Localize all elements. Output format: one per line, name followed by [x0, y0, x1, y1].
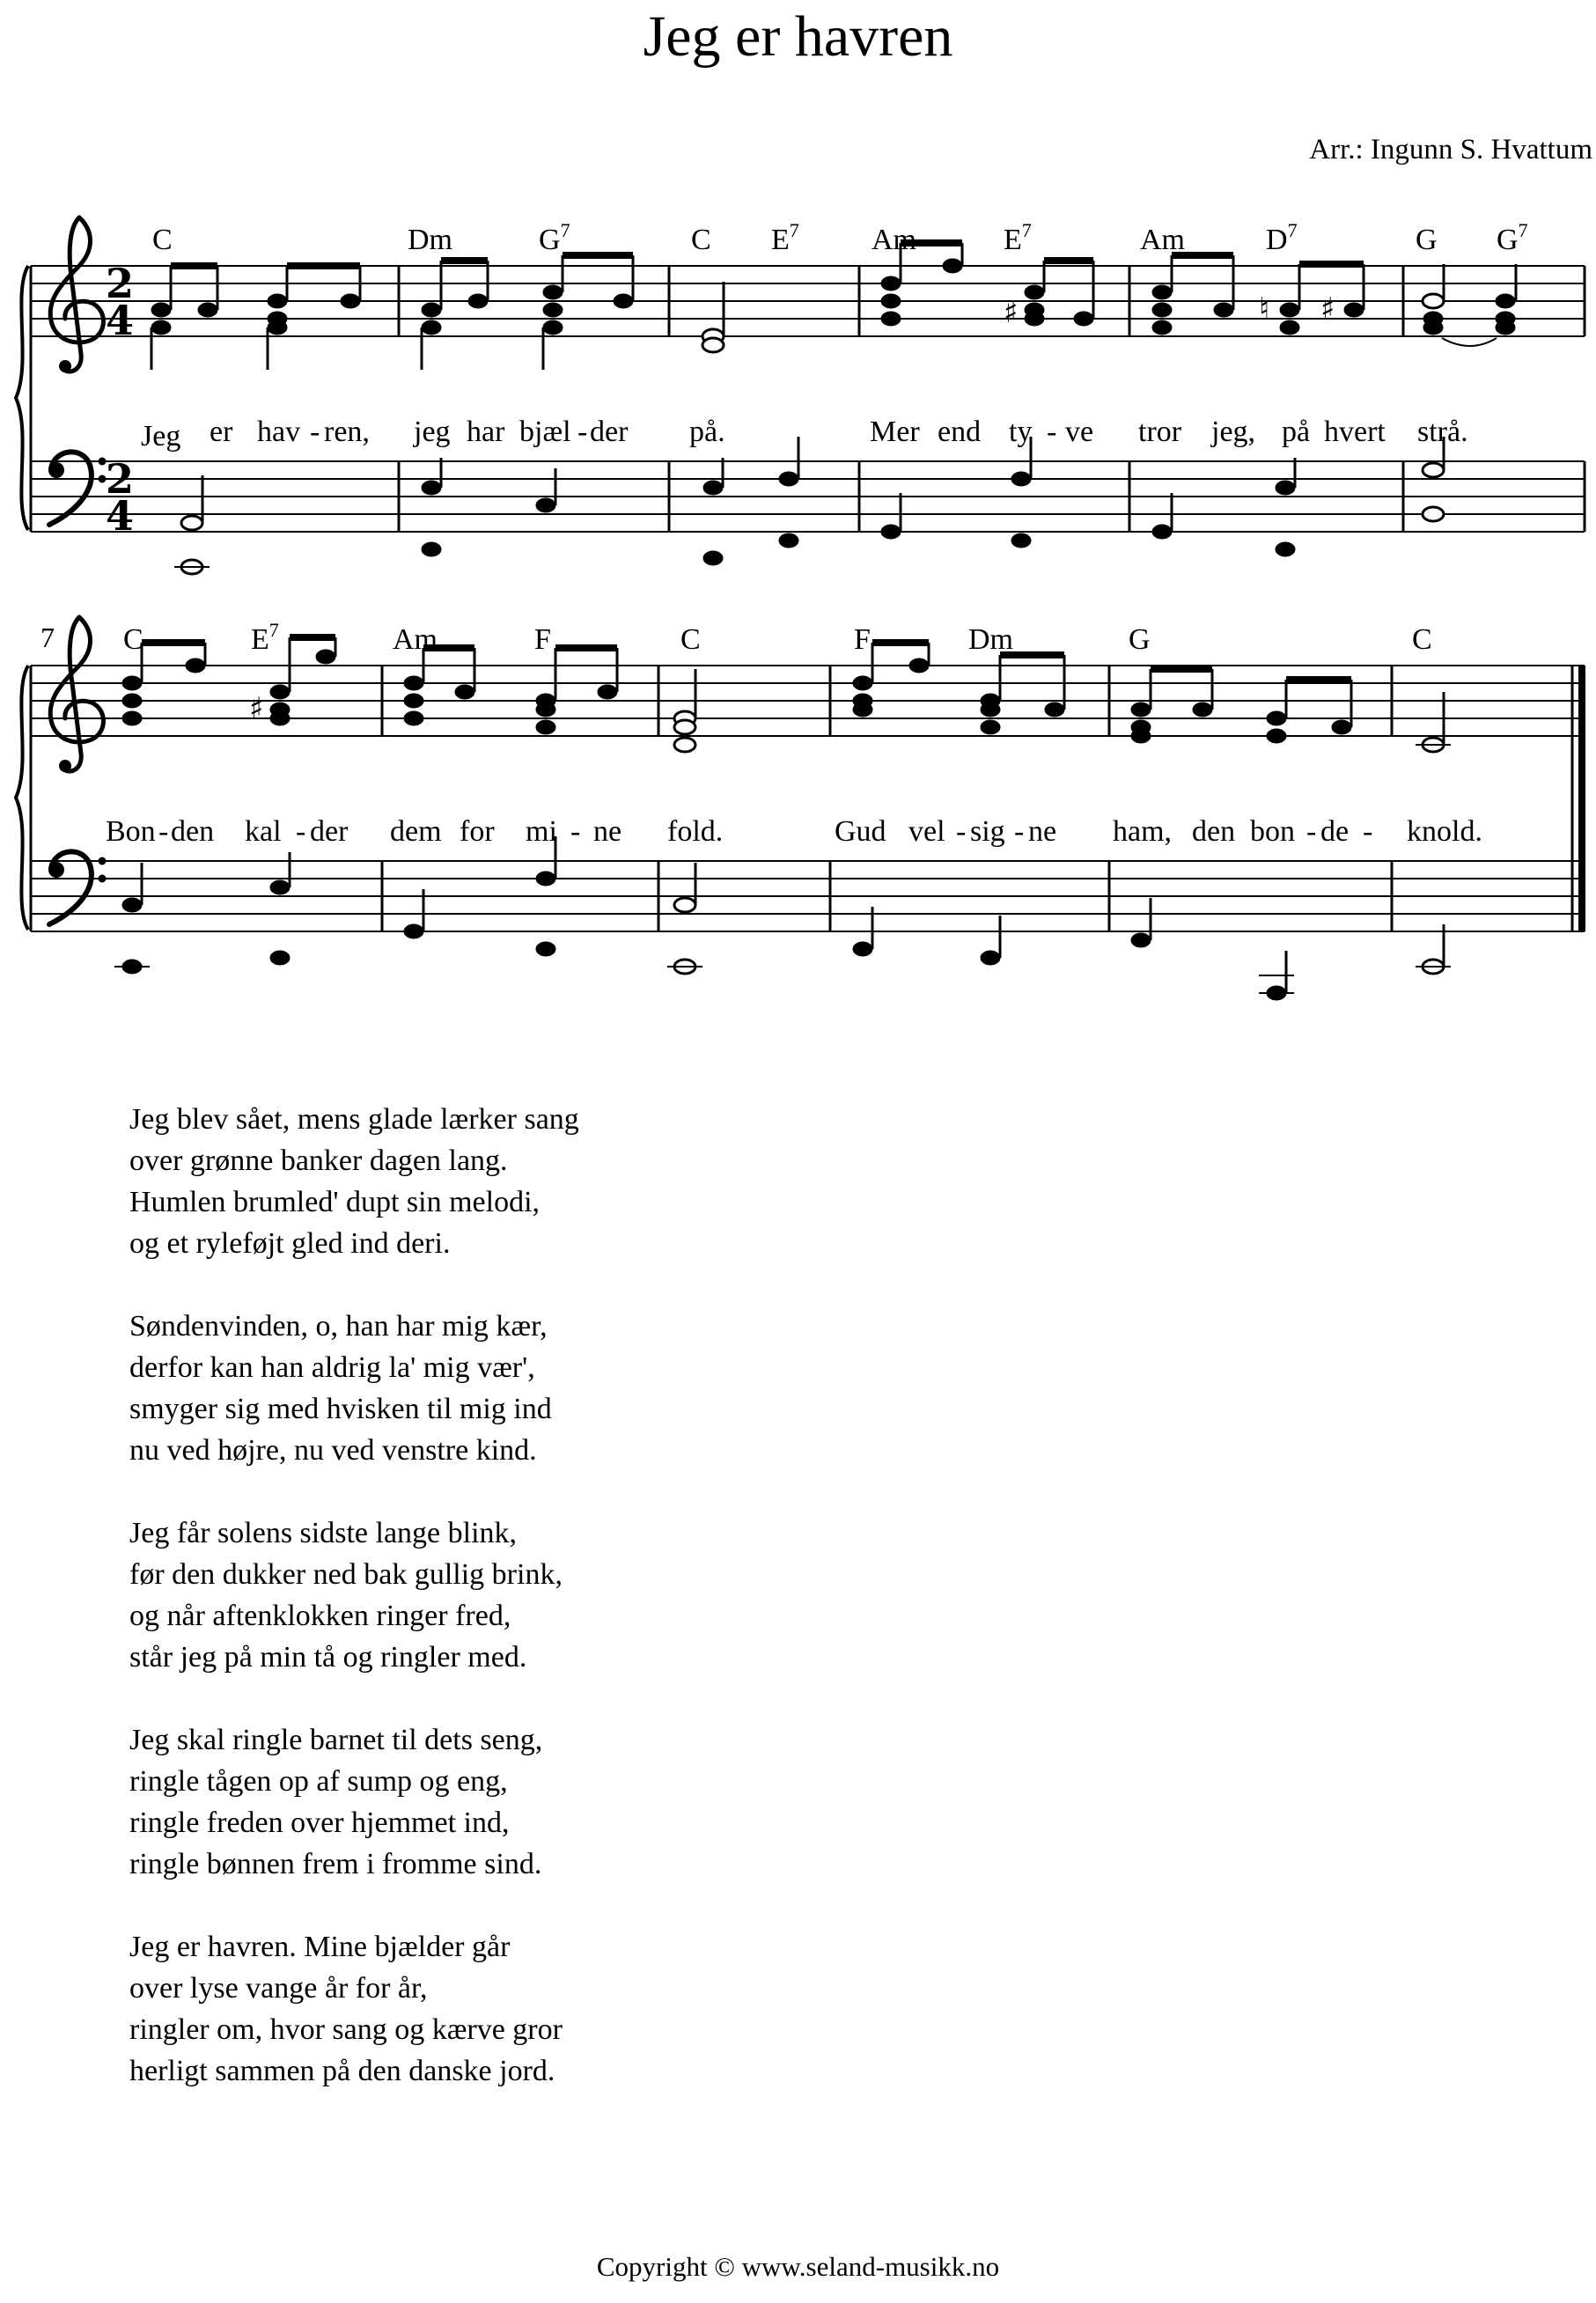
verse-line: og når aftenklokken ringer fred,	[129, 1600, 511, 1632]
svg-text:tror: tror	[1138, 416, 1182, 448]
svg-text:hvert: hvert	[1324, 416, 1386, 448]
svg-text:Dm: Dm	[968, 623, 1013, 656]
svg-text:Jeg: Jeg	[141, 420, 181, 453]
svg-text:ren,: ren,	[324, 416, 370, 448]
svg-text:C: C	[123, 623, 143, 656]
svg-text:Am: Am	[872, 224, 916, 256]
treble-clef	[50, 617, 103, 772]
treble-notes-1	[151, 243, 1516, 370]
svg-text:har: har	[467, 416, 505, 448]
svg-text:jeg: jeg	[414, 416, 451, 448]
verse-line: derfor kan han aldrig la' mig vær',	[129, 1351, 535, 1384]
bass-staff-1	[31, 461, 1585, 532]
verse-line: smyger sig med hvisken til mig ind	[129, 1393, 552, 1425]
treble-staff-1	[31, 266, 1585, 336]
svg-text:den: den	[1192, 815, 1236, 848]
arranger-credit: Arr.: Ingunn S. Hvattum	[1309, 134, 1592, 166]
svg-text:-: -	[1363, 815, 1373, 848]
svg-text:-: -	[570, 815, 581, 848]
measure-number: 7	[40, 622, 55, 653]
svg-text:♯: ♯	[1320, 291, 1335, 327]
svg-text:Mer: Mer	[870, 416, 920, 448]
verses	[129, 1099, 579, 2133]
system-2	[16, 617, 1585, 1000]
treble-notes-2	[122, 637, 1451, 752]
svg-text:E7: $E^7$	[251, 619, 279, 656]
svg-text:på.: på.	[689, 416, 725, 448]
verse-line: før den dukker ned bak gullig brink,	[129, 1558, 563, 1591]
svg-text:ne: ne	[1028, 815, 1057, 848]
svg-text:G7: $G^7$	[1497, 219, 1528, 256]
bass-notes-1	[174, 437, 1444, 574]
verse-line: over grønne banker dagen lang.	[129, 1144, 508, 1177]
svg-text:C: C	[152, 224, 173, 256]
svg-text:Dm: Dm	[408, 224, 452, 256]
svg-text:C: C	[1412, 623, 1432, 656]
svg-text:fold.: fold.	[667, 815, 724, 848]
svg-text:E7: $E^7$	[1004, 219, 1032, 256]
svg-text:der: der	[310, 815, 349, 848]
verse-line: herligt sammen på den danske jord.	[129, 2055, 555, 2087]
svg-text:ham,: ham,	[1113, 815, 1173, 848]
svg-text:strå.: strå.	[1417, 416, 1468, 448]
verse-line: Humlen brumled' dupt sin melodi,	[129, 1186, 541, 1218]
svg-text:2: 2	[106, 455, 135, 503]
svg-text:2: 2	[106, 260, 135, 307]
svg-text:-: -	[1306, 815, 1317, 848]
svg-text:-: -	[1014, 815, 1025, 848]
svg-text:bon: bon	[1250, 815, 1295, 848]
verse	[129, 1926, 579, 2092]
svg-text:de: de	[1320, 815, 1350, 848]
svg-text:jeg,: jeg,	[1211, 416, 1256, 448]
verse-line: Jeg er havren. Mine bjælder går	[129, 1931, 511, 1963]
svg-text:-: -	[310, 416, 320, 448]
verse-line: ringle tågen op af sump og eng,	[129, 1765, 508, 1798]
svg-text:ve: ve	[1065, 416, 1094, 448]
svg-text:C: C	[691, 224, 711, 256]
song-title: Jeg er havren	[643, 4, 953, 69]
sheet-music	[0, 0, 1596, 1004]
verse-line: og et ryleføjt gled ind deri.	[129, 1227, 451, 1260]
svg-text:Bon: Bon	[106, 815, 156, 848]
copyright-notice: Copyright © www.seland-musikk.no	[596, 2251, 1000, 2282]
svg-text:E7: $E^7$	[771, 219, 799, 256]
svg-text:ne: ne	[593, 815, 622, 848]
svg-text:der: der	[590, 416, 629, 448]
verse-line: Søndenvinden, o, han har mig kær,	[129, 1310, 548, 1343]
svg-text:G: G	[1129, 623, 1151, 656]
svg-text:4: 4	[106, 492, 135, 540]
svg-text:-: -	[1047, 416, 1057, 448]
verse-line: Jeg skal ringle barnet til dets seng,	[129, 1724, 543, 1756]
svg-text:C: C	[680, 623, 701, 656]
svg-text:vel: vel	[908, 815, 945, 848]
svg-text:er: er	[210, 416, 233, 448]
svg-text:G: G	[1416, 224, 1438, 256]
svg-text:end: end	[938, 416, 982, 448]
svg-text:på: på	[1282, 416, 1311, 448]
chord-row-1	[152, 219, 1528, 256]
verse-line: over lyse vange år for år,	[129, 1972, 428, 2005]
svg-text:knold.: knold.	[1407, 815, 1482, 848]
svg-text:-: -	[296, 815, 306, 848]
svg-text:F: F	[854, 623, 871, 656]
svg-text:-: -	[956, 815, 967, 848]
svg-text:bjæl: bjæl	[519, 416, 571, 448]
lyrics-line-2	[106, 815, 1482, 848]
verse-line: ringle bønnen frem i fromme sind.	[129, 1848, 542, 1880]
verse	[129, 1512, 579, 1678]
lyrics-line-1	[141, 416, 1468, 453]
time-signature	[106, 260, 134, 540]
svg-text:Am: Am	[1140, 224, 1185, 256]
svg-text:sig: sig	[970, 815, 1005, 848]
svg-text:♯: ♯	[249, 691, 264, 726]
system-1	[16, 217, 1585, 574]
svg-text:D7: $D^7$	[1266, 219, 1298, 256]
verse	[129, 1719, 579, 1885]
verse-line: Jeg får solens sidste lange blink,	[129, 1517, 518, 1549]
svg-text:den: den	[171, 815, 215, 848]
svg-text:for: for	[460, 815, 495, 848]
svg-text:ty: ty	[1009, 416, 1033, 448]
verse	[129, 1306, 579, 1471]
verse-line: Jeg blev sået, mens glade lærker sang	[129, 1103, 579, 1136]
svg-text:F: F	[534, 623, 551, 656]
verse	[129, 1099, 579, 1264]
svg-text:kal: kal	[245, 815, 282, 848]
bass-staff-2	[31, 861, 1585, 931]
svg-text:G7: $G^7$	[539, 219, 570, 256]
verse-line: står jeg på min tå og ringler med.	[129, 1641, 527, 1674]
svg-text:mi: mi	[526, 815, 557, 848]
svg-text:♯: ♯	[1004, 295, 1019, 330]
verse-line: ringler om, hvor sang og kærve gror	[129, 2013, 563, 2046]
svg-text:hav: hav	[257, 416, 301, 448]
verse-line: nu ved højre, nu ved venstre kind.	[129, 1434, 537, 1467]
svg-text:Am: Am	[393, 623, 438, 656]
svg-text:-: -	[577, 416, 588, 448]
verse-line: ringle freden over hjemmet ind,	[129, 1806, 510, 1839]
svg-text:Gud: Gud	[835, 815, 886, 848]
treble-clef	[50, 217, 103, 372]
svg-text:-: -	[158, 815, 169, 848]
svg-text:dem: dem	[390, 815, 442, 848]
svg-text:4: 4	[106, 297, 135, 344]
svg-text:♮: ♮	[1259, 291, 1270, 327]
